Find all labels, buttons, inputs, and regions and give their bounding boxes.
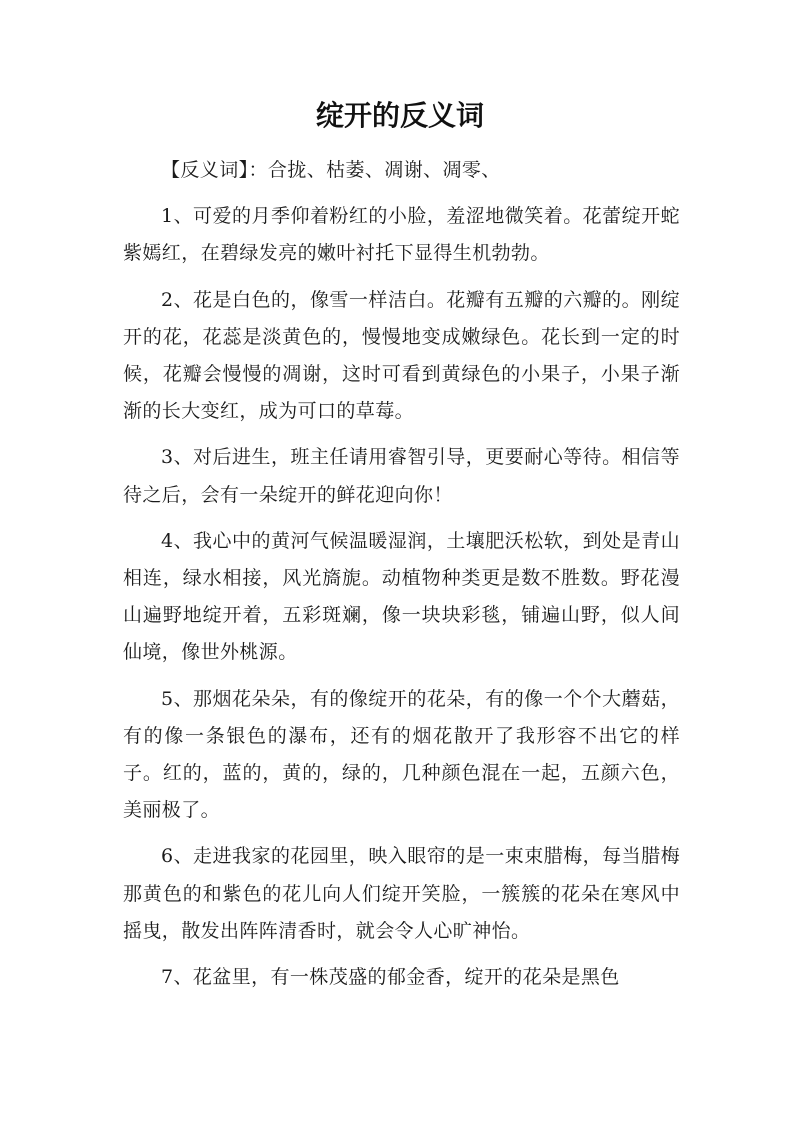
paragraph-6: 6、走进我家的花园里，映入眼帘的是一束束腊梅，每当腊梅那黄色的和紫色的花儿向人们绽开笑脸，一簇簇的花朵在寒风中摇曳，散发出阵阵清香时，就会令人心旷神怡。 — [123, 845, 680, 942]
paragraph-antonyms: 【反义词】：合拢、枯萎、凋谢、凋零、 — [161, 159, 501, 181]
paragraph-5: 5、那烟花朵朵，有的像绽开的花朵，有的像一个个大蘑菇，有的像一条银色的瀑布，还有的烟花散开了我形容不出它的样子。红的，蓝的，黄的，绿的，几种颜色混在一起，五颜六色，美丽极了。 — [123, 687, 680, 822]
paragraph-1: 1、可爱的月季仰着粉红的小脸，羞涩地微笑着。花蕾绽开蛇紫嫣红，在碧绿发亮的嫩叶衬托下显得生机勃勃。 — [123, 205, 680, 265]
paragraph-3: 3、对后进生，班主任请用睿智引导，更要耐心等待。相信等待之后，会有一朵绽开的鲜花迎向你！ — [123, 446, 680, 506]
paragraph-4: 4、我心中的黄河气候温暖湿润，土壤肥沃松软，到处是青山相连，绿水相接，风光旖旎。动植物种类更是数不胜数。野花漫山遍野地绽开着，五彩斑斓，像一块块彩毯，铺遍山野，似人间仙境，像世外桃源。 — [123, 529, 680, 664]
paragraph-7: 7、花盆里，有一株茂盛的郁金香，绽开的花朵是黑色 — [161, 966, 620, 989]
document-title: 绽开的反义词 — [315, 99, 484, 132]
document-body — [123, 152, 680, 1005]
paragraph-2: 2、花是白色的，像雪一样洁白。花瓣有五瓣的六瓣的。刚绽开的花，花蕊是淡黄色的，慢慢地变成嫩绿色。花长到一定的时候，花瓣会慢慢的凋谢，这时可看到黄绿色的小果子，小果子渐渐的长大变红，成为可口的草莓。 — [123, 288, 680, 423]
